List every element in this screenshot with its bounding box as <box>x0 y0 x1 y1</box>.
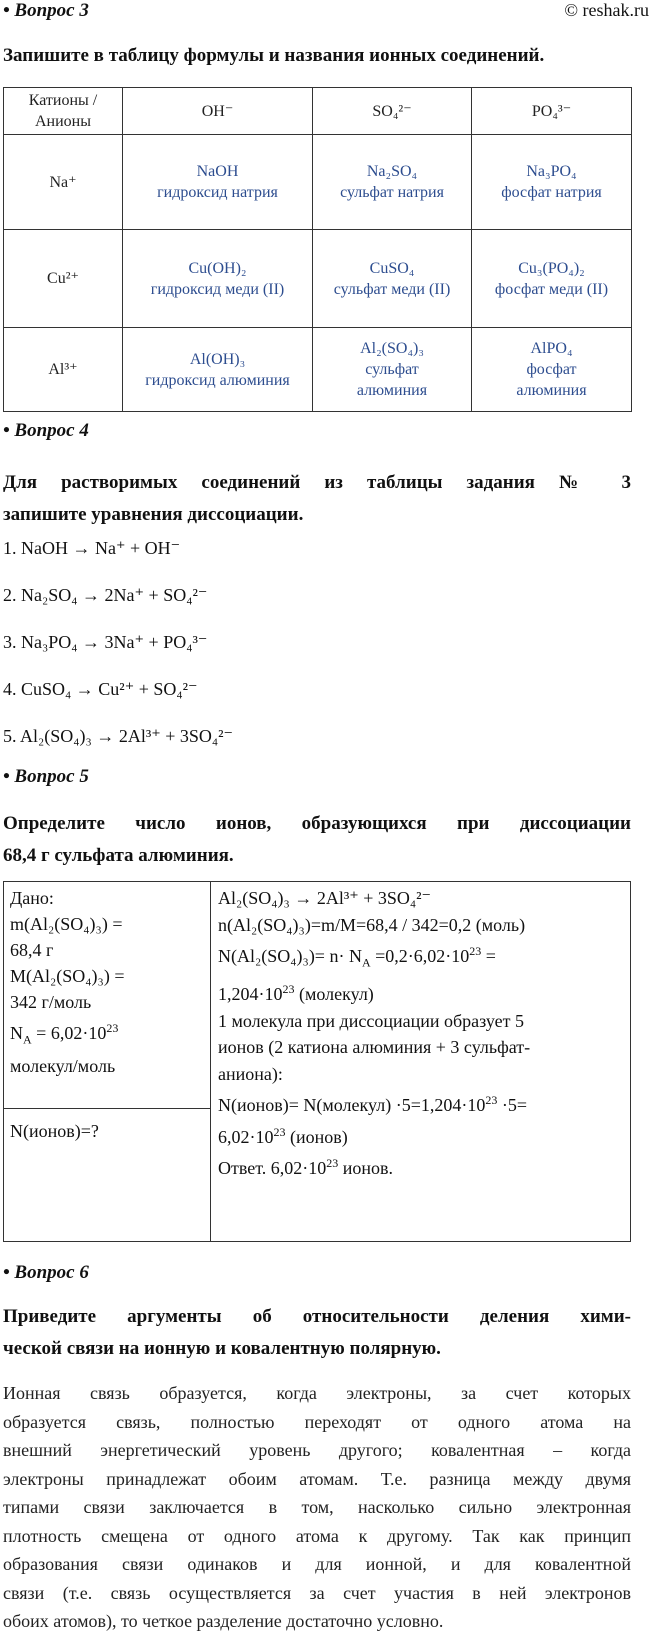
table-header-row <box>4 88 632 135</box>
given-line: M(Al₂(SO₄)₃) = <box>10 966 125 986</box>
solution-text: (ионов) <box>285 1126 348 1147</box>
question-4-task-line-2: запишите уравнения диссоциации. <box>3 504 304 525</box>
solution-column <box>218 885 618 1182</box>
corner-header <box>4 88 123 135</box>
table-row <box>4 230 632 328</box>
solution-text: N(Al₂(SO₄)₃)= n· N <box>218 946 362 966</box>
compound-name: гидроксид алюминия <box>145 371 290 389</box>
compound-cell <box>123 328 313 412</box>
question-4-task <box>3 467 631 531</box>
solution-line <box>218 1150 618 1182</box>
solution-line <box>218 1119 618 1151</box>
solution-exp: 23 <box>273 1124 286 1139</box>
answer-line: обоих атомов), то четкое разделение достаточно условно. <box>3 1611 444 1631</box>
given-na-symbol: N <box>10 1023 23 1043</box>
solution-line: 1 молекула при диссоциации образует 5 <box>218 1010 524 1031</box>
equation-item: 3. Na₃PO₄ → 3Na⁺ + PO₄³⁻ <box>3 632 208 652</box>
question-6-label: • Вопрос 6 <box>3 1262 89 1283</box>
source-watermark: © reshak.ru <box>564 0 649 20</box>
anion-header: SO₄²⁻ <box>313 88 472 135</box>
given-line: Дано: <box>10 888 54 908</box>
find-value: N(ионов)=? <box>10 1121 99 1141</box>
solution-table <box>3 881 631 1242</box>
solution-text: N(ионов)= N(молекул) ·5=1,204·10 <box>218 1095 486 1116</box>
equation-item: 5. Al₂(SO₄)₃ → 2Al³⁺ + 3SO₄²⁻ <box>3 726 234 746</box>
compound-name: фосфат меди (II) <box>494 280 609 298</box>
solution-line <box>218 1087 618 1119</box>
solution-text: 6,02·10 <box>218 1126 274 1147</box>
solution-sub: A <box>361 955 371 970</box>
question-5-task <box>3 808 631 872</box>
compound-cell <box>313 328 472 412</box>
solution-text: 1,204·10 <box>218 984 283 1005</box>
solution-line <box>218 938 618 976</box>
given-line: 68,4 г <box>10 940 54 960</box>
compound-name-line-2: алюминия <box>516 382 587 399</box>
ion-compounds-table <box>3 87 632 412</box>
answer-line: Ионная связь образуется, когда электроны, за счет которых <box>3 1383 631 1403</box>
solution-line: Al₂(SO₄)₃ → 2Al³⁺ + 3SO₄²⁻ <box>218 888 432 908</box>
question-4-label: • Вопрос 4 <box>3 420 89 441</box>
given-column <box>4 882 211 1241</box>
question-6-task-line-1: Приведите аргументы об относительности деления хими- <box>3 1306 631 1327</box>
answer-line: типами связи заключается в том, насколько сильно электронная <box>3 1497 631 1517</box>
anion-header: PO₄³⁻ <box>472 88 632 135</box>
compound-name: сульфат меди (II) <box>333 280 451 298</box>
question-3-label: • Вопрос 3 <box>3 0 89 21</box>
answer-line: плотность смещена от одного атома к другому. Так как принцип <box>3 1525 631 1546</box>
question-5-label: • Вопрос 5 <box>3 766 89 787</box>
compound-name-line-1: сульфат <box>365 361 419 378</box>
compound-name: сульфат натрия <box>340 184 444 201</box>
page-header <box>0 0 653 26</box>
compound-cell <box>472 135 632 230</box>
solution-exp: 23 <box>469 944 482 958</box>
solution-text: (молекул) <box>294 984 374 1005</box>
compound-formula: Cu(OH)₂ <box>188 259 247 277</box>
compound-formula: Al(OH)₃ <box>189 350 246 368</box>
compound-cell <box>123 135 313 230</box>
given-na-value: = 6,02·10 <box>31 1023 107 1043</box>
cation-label: Na⁺ <box>4 135 123 230</box>
solution-text: =0,2·6,02·10 <box>370 946 470 966</box>
answer-line: внешний энергетический уровень другого; ковалентная – когда <box>3 1440 631 1460</box>
compound-cell <box>313 135 472 230</box>
table-row <box>4 135 632 230</box>
table-row <box>4 328 632 412</box>
equation-item: 4. CuSO₄ → Cu²⁺ + SO₄²⁻ <box>3 679 198 699</box>
compound-cell <box>472 230 632 328</box>
question-4-task-line-1: Для растворимых соединений из таблицы задания № 3 <box>3 472 631 493</box>
question-6-answer <box>3 1379 631 1636</box>
given-line: m(Al₂(SO₄)₃) = <box>10 914 123 934</box>
compound-name: гидроксид меди (II) <box>150 280 285 298</box>
question-3-task: Запишите в таблицу формулы и названия ионных соединений. <box>3 45 545 66</box>
given-data <box>4 882 210 1109</box>
question-6-task-line-2: ческой связи на ионную и ковалентную полярную. <box>3 1338 441 1359</box>
compound-cell <box>472 328 632 412</box>
compound-name-line-2: алюминия <box>356 382 428 399</box>
given-na-exp: 23 <box>106 1021 119 1035</box>
answer-exp: 23 <box>326 1156 339 1171</box>
compound-formula: AlPO₄ <box>530 340 573 357</box>
question-5-task-line-1: Определите число ионов, образующихся при диссоциации <box>3 813 631 834</box>
question-6-task <box>3 1301 631 1365</box>
given-line: молекул/моль <box>10 1055 116 1076</box>
solution-exp: 23 <box>485 1093 498 1108</box>
compound-cell <box>313 230 472 328</box>
compound-name-line-1: фосфат <box>526 361 577 378</box>
solution-line: ионов (2 катиона алюминия + 3 сульфат- <box>218 1037 531 1058</box>
compound-formula: Al₂(SO₄)₃ <box>360 340 424 357</box>
equation-item: 1. NaOH → Na⁺ + OH⁻ <box>3 538 181 558</box>
solution-text: ·5= <box>497 1095 527 1116</box>
cation-label: Al³⁺ <box>4 328 123 412</box>
answer-line: образуется связь, полностью переходят от одного атома на <box>3 1411 631 1432</box>
compound-cell <box>123 230 313 328</box>
given-line: 342 г/моль <box>10 992 92 1012</box>
answer-text: ионов. <box>338 1158 394 1179</box>
answer-line: электроны принадлежат обоим атомам. Т.е. разница между двумя <box>3 1468 631 1489</box>
corner-line-2: Анионы <box>35 113 91 130</box>
given-na-sub: A <box>23 1032 32 1047</box>
compound-name: фосфат натрия <box>501 184 602 201</box>
compound-name: гидроксид натрия <box>157 184 278 201</box>
answer-text: Ответ. 6,02·10 <box>218 1158 327 1179</box>
anion-header: OH⁻ <box>123 88 313 135</box>
compound-formula: Na₂SO₄ <box>366 163 418 180</box>
cation-label: Cu²⁺ <box>4 230 123 328</box>
answer-line: образования связи одинаков и для ионной, и для ковалентной <box>3 1554 631 1574</box>
solution-line: n(Al₂(SO₄)₃)=m/M=68,4 / 342=0,2 (моль) <box>218 914 526 935</box>
answer-line: связи (т.е. связь осуществляется за счет участия в ней электронов <box>3 1582 631 1603</box>
equation-item: 2. Na₂SO₄ → 2Na⁺ + SO₄²⁻ <box>3 585 208 605</box>
solution-line: аниона): <box>218 1063 283 1084</box>
solution-exp: 23 <box>282 982 295 997</box>
compound-formula: Na₃PO₄ <box>526 163 577 180</box>
solution-text: = <box>481 946 496 966</box>
corner-line-1: Катионы / <box>28 92 98 109</box>
compound-formula: CuSO₄ <box>369 259 415 277</box>
compound-formula: NaOH <box>196 163 239 180</box>
question-5-task-line-2: 68,4 г сульфата алюминия. <box>3 845 234 866</box>
compound-formula: Cu₃(PO₄)₂ <box>518 259 585 277</box>
solution-line <box>218 976 618 1008</box>
given-line <box>10 1015 204 1053</box>
